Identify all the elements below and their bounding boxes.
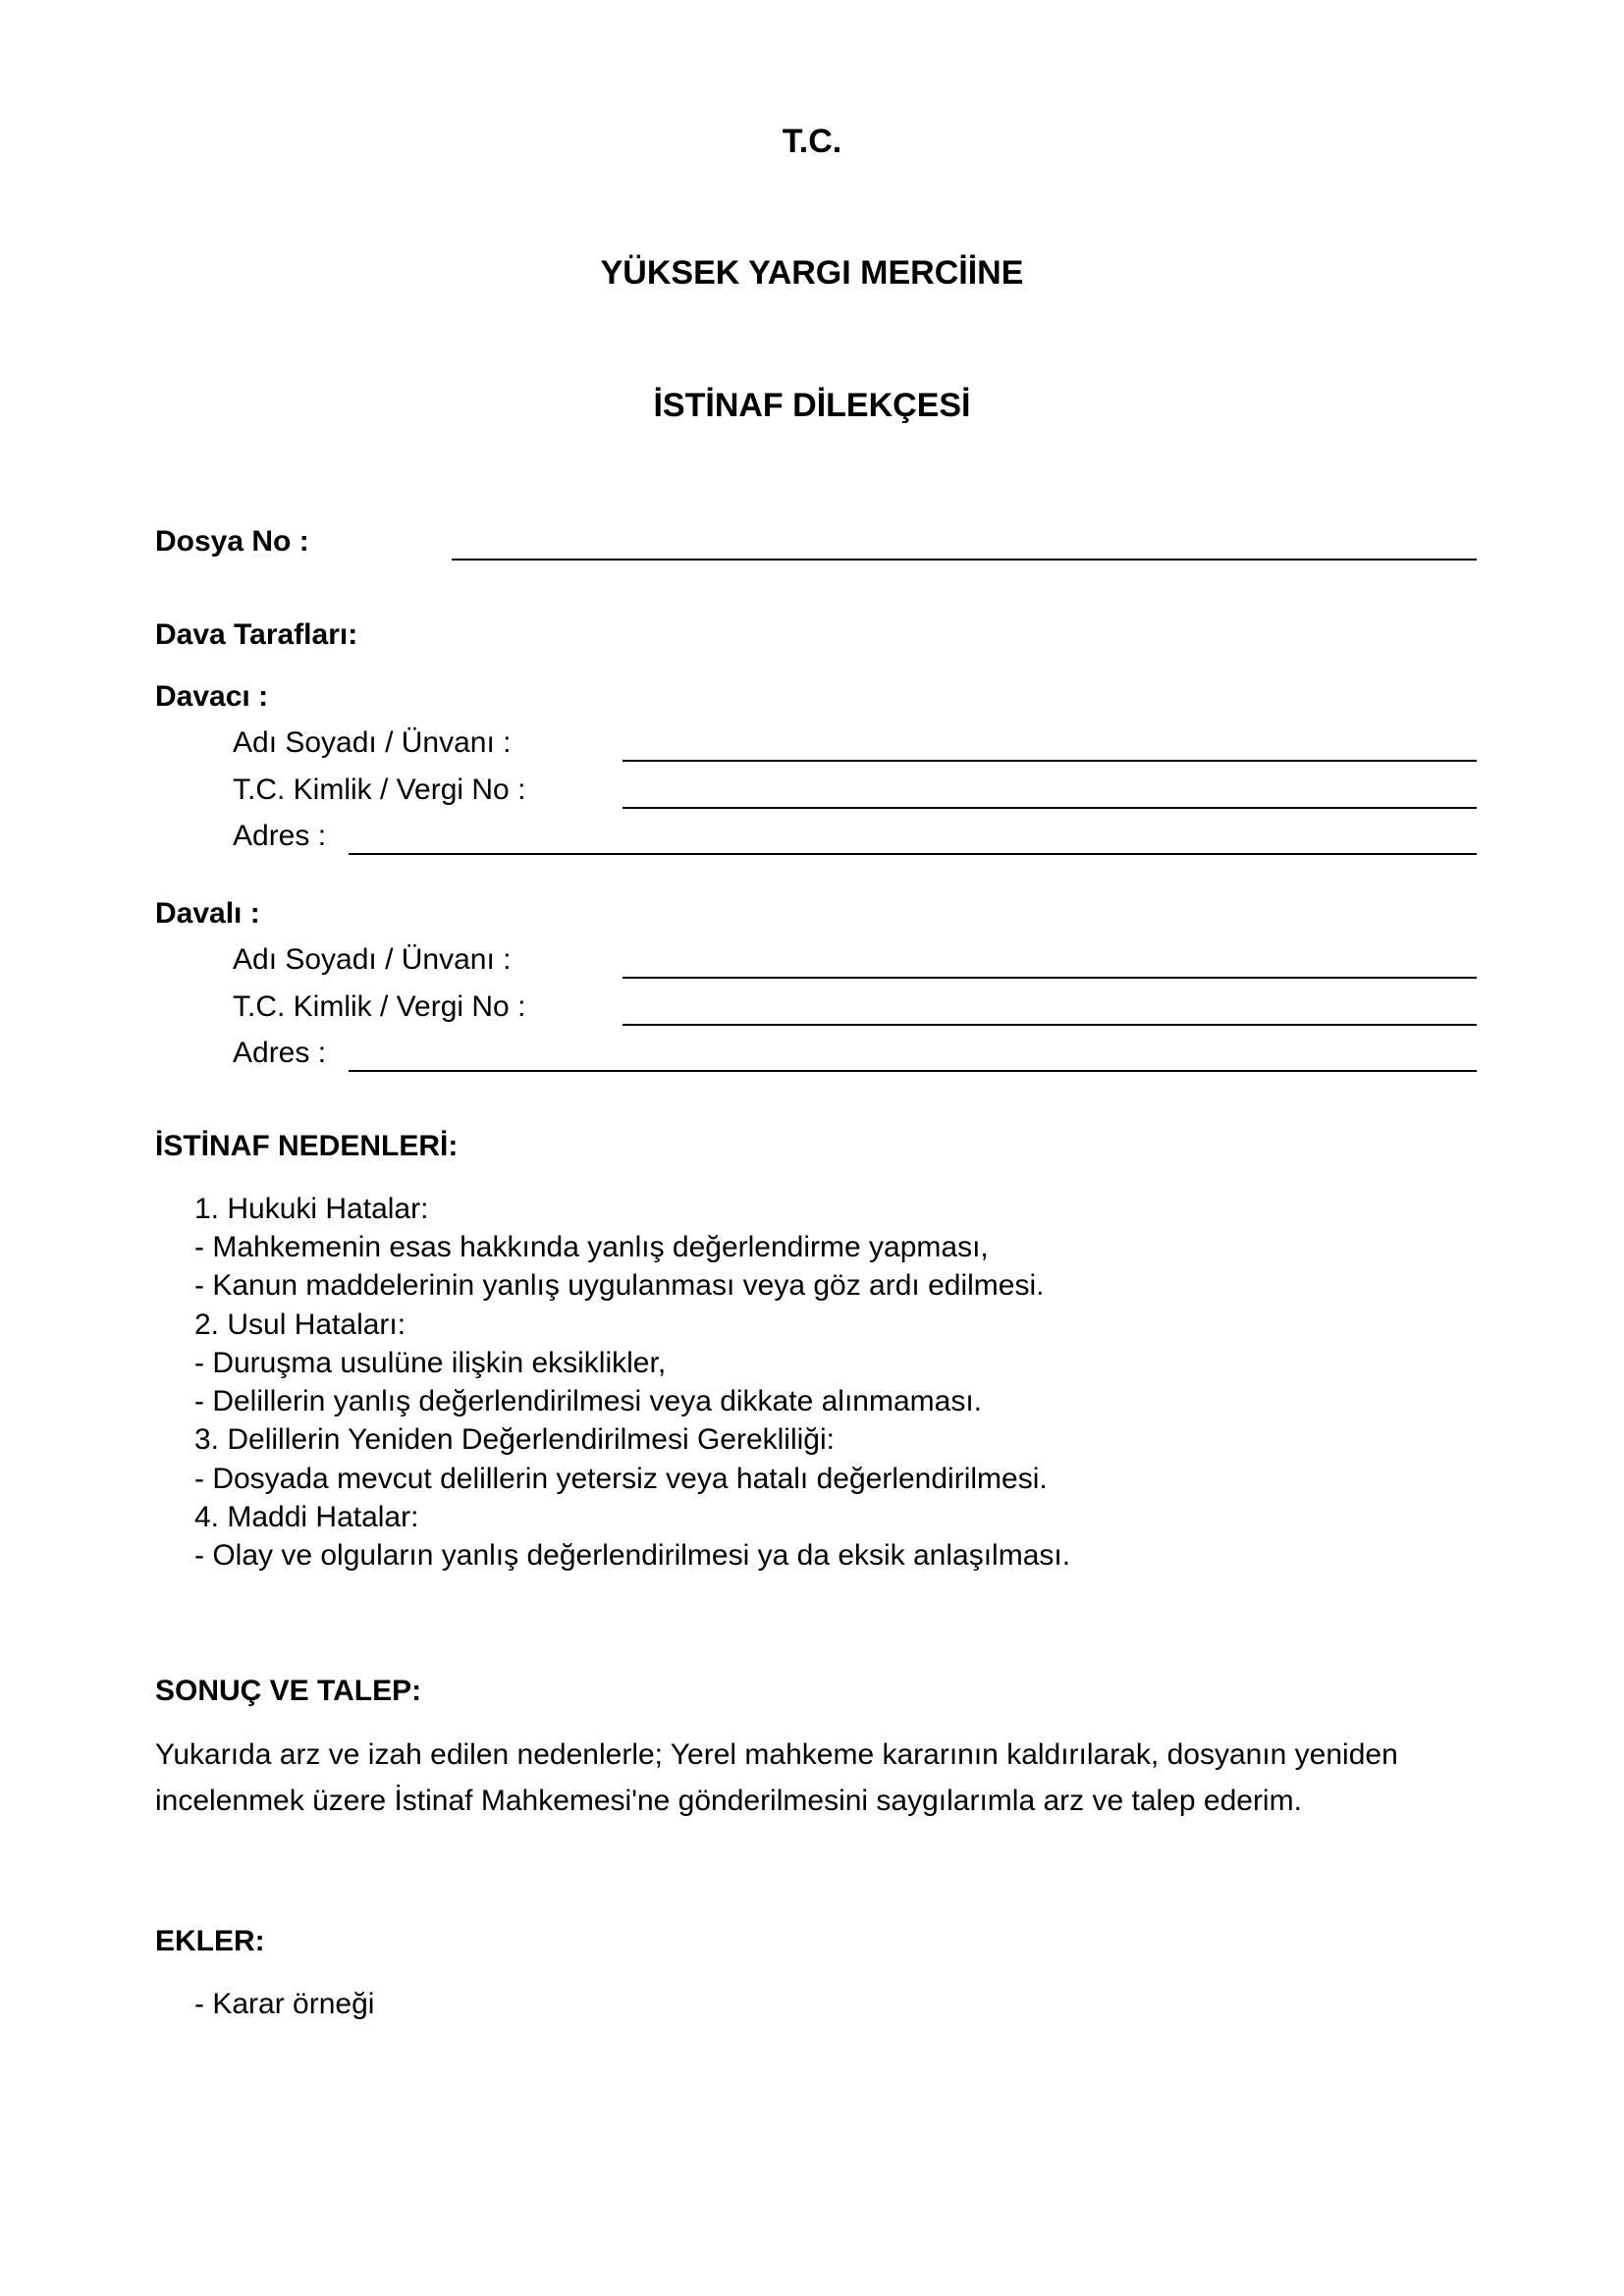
list-item: - Dosyada mevcut delillerin yetersiz veya hatalı değerlendirilmesi. [194, 1463, 1048, 1495]
attachments-heading: EKLER: [155, 1925, 265, 1957]
list-item: 4. Maddi Hatalar: [194, 1501, 419, 1533]
list-item: 1. Hukuki Hatalar: [194, 1193, 429, 1225]
list-item: 2. Usul Hataları: [194, 1308, 406, 1341]
plaintiff-address-field[interactable] [349, 853, 1477, 855]
conclusion-text-line-2: incelenmek üzere İstinaf Mahkemesi'ne gönderilmesini saygılarımla arz ve talep ederim. [155, 1785, 1302, 1817]
list-item: 3. Delillerin Yeniden Değerlendirilmesi Gerekliliği: [194, 1423, 835, 1456]
defendant-name-field[interactable] [623, 977, 1477, 979]
list-item: - Olay ve olguların yanlış değerlendirilmesi ya da eksik anlaşılması. [194, 1539, 1071, 1572]
list-item: - Delillerin yanlış değerlendirilmesi veya dikkate alınmaması. [194, 1385, 982, 1417]
parties-heading: Dava Tarafları: [155, 618, 358, 651]
defendant-id-label: T.C. Kimlik / Vergi No : [233, 990, 526, 1023]
plaintiff-name-field[interactable] [623, 760, 1477, 762]
defendant-heading: Davalı : [155, 897, 260, 930]
conclusion-text-line-1: Yukarıda arz ve izah edilen nedenlerle; Yerel mahkeme kararının kaldırılarak, dosyanın yeniden [155, 1738, 1398, 1771]
reasons-heading: İSTİNAF NEDENLERİ: [155, 1130, 459, 1162]
plaintiff-address-label: Adres : [233, 820, 327, 852]
defendant-id-field[interactable] [623, 1024, 1477, 1026]
court-name: YÜKSEK YARGI MERCİİNE [600, 254, 1024, 292]
plaintiff-id-label: T.C. Kimlik / Vergi No : [233, 774, 526, 806]
list-item: - Duruşma usulüne ilişkin eksiklikler, [194, 1347, 667, 1379]
file-number-label: Dosya No : [155, 525, 309, 558]
file-number-field[interactable] [452, 559, 1477, 561]
plaintiff-name-label: Adı Soyadı / Ünvanı : [233, 726, 512, 759]
defendant-address-label: Adres : [233, 1037, 327, 1069]
defendant-name-label: Adı Soyadı / Ünvanı : [233, 943, 512, 976]
defendant-address-field[interactable] [349, 1070, 1477, 1072]
document-title: İSTİNAF DİLEKÇESİ [653, 387, 971, 424]
header-tc: T.C. [782, 123, 842, 160]
plaintiff-heading: Davacı : [155, 680, 269, 713]
plaintiff-id-field[interactable] [623, 807, 1477, 809]
attachment-item: - Karar örneği [194, 1988, 375, 2020]
list-item: - Mahkemenin esas hakkında yanlış değerlendirme yapması, [194, 1231, 989, 1263]
list-item: - Kanun maddelerinin yanlış uygulanması veya göz ardı edilmesi. [194, 1269, 1045, 1302]
conclusion-heading: SONUÇ VE TALEP: [155, 1675, 422, 1707]
